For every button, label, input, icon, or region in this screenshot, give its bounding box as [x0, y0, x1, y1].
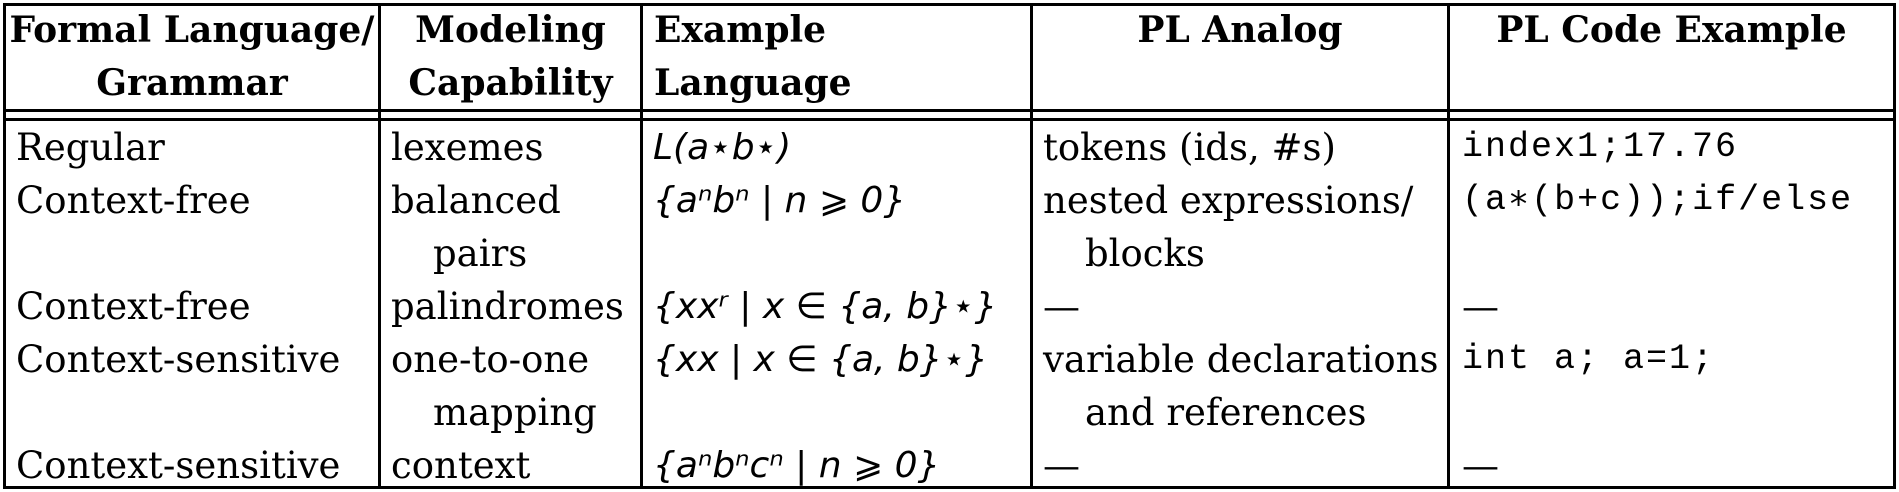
- cell-code-row3: —: [1462, 285, 1499, 328]
- header-capability-line1: Modeling: [415, 9, 606, 51]
- cell-example-language-row5: [653, 439, 940, 492]
- cell-grammar-row1: Regular: [16, 126, 165, 169]
- cell-pl-analog-row5: —: [1043, 444, 1080, 487]
- example-language-text: {xx | x ∈ {a, b}⋆}: [653, 339, 989, 380]
- cell-capability-row2: balanced: [391, 179, 561, 222]
- cell-code-row1: index1;17.76: [1462, 127, 1739, 167]
- example-language-text: {xxʳ | x ∈ {a, b}⋆}: [653, 286, 998, 327]
- cell-example-language-row4: [653, 333, 988, 386]
- cell-grammar-row5: Context-sensitive: [16, 444, 341, 487]
- header-code-example-line1: PL Code Example: [1496, 9, 1847, 51]
- cell-capability-row4-cont: mapping: [433, 391, 597, 434]
- cell-capability-row2-cont: pairs: [433, 232, 528, 275]
- grammar-table: [3, 3, 1896, 489]
- cell-grammar-row2: Context-free: [16, 179, 251, 222]
- header-grammar-line1: Formal Language/: [9, 9, 375, 51]
- cell-pl-analog-row2-cont: blocks: [1085, 232, 1205, 275]
- cell-example-language-row2: [653, 174, 906, 227]
- example-language-text: {aⁿbⁿ | n ⩾ 0}: [653, 180, 907, 221]
- header-grammar: [6, 4, 378, 110]
- cell-capability-row4: one-to-one: [391, 338, 590, 381]
- header-example-language: [654, 4, 1034, 110]
- cell-pl-analog-row4-cont: and references: [1085, 391, 1367, 434]
- header-capability: [381, 4, 640, 110]
- cell-grammar-row4: Context-sensitive: [16, 338, 341, 381]
- cell-code-row2: (a∗(b+c));if/else: [1462, 180, 1854, 220]
- header-grammar-line2: Grammar: [96, 62, 288, 104]
- header-example-language-line1: Example Language: [654, 9, 852, 104]
- column-code-example: [1450, 6, 1893, 486]
- example-language-text: L(a⋆b⋆): [653, 127, 792, 168]
- cell-example-language-row3: [653, 280, 997, 333]
- cell-grammar-row3: Context-free: [16, 285, 251, 328]
- cell-pl-analog-row1: tokens (ids, #s): [1043, 126, 1336, 169]
- cell-pl-analog-row3: —: [1043, 285, 1080, 328]
- header-capability-line2: Capability: [408, 62, 613, 104]
- cell-pl-analog-row2: nested expressions/: [1043, 179, 1414, 222]
- cell-code-row4: int a; a=1;: [1462, 339, 1716, 379]
- example-language-text: {aⁿbⁿcⁿ | n ⩾ 0}: [653, 445, 941, 486]
- cell-capability-row5: context: [391, 444, 531, 487]
- cell-pl-analog-row4: variable declarations: [1043, 338, 1439, 381]
- header-pl-analog-line1: PL Analog: [1137, 9, 1343, 51]
- cell-capability-row3: palindromes: [391, 285, 624, 328]
- cell-code-row5: —: [1462, 444, 1499, 487]
- cell-example-language-row1: [653, 121, 791, 174]
- header-code-example: [1450, 4, 1893, 57]
- cell-capability-row1: lexemes: [391, 126, 544, 169]
- header-pl-analog: [1033, 4, 1447, 57]
